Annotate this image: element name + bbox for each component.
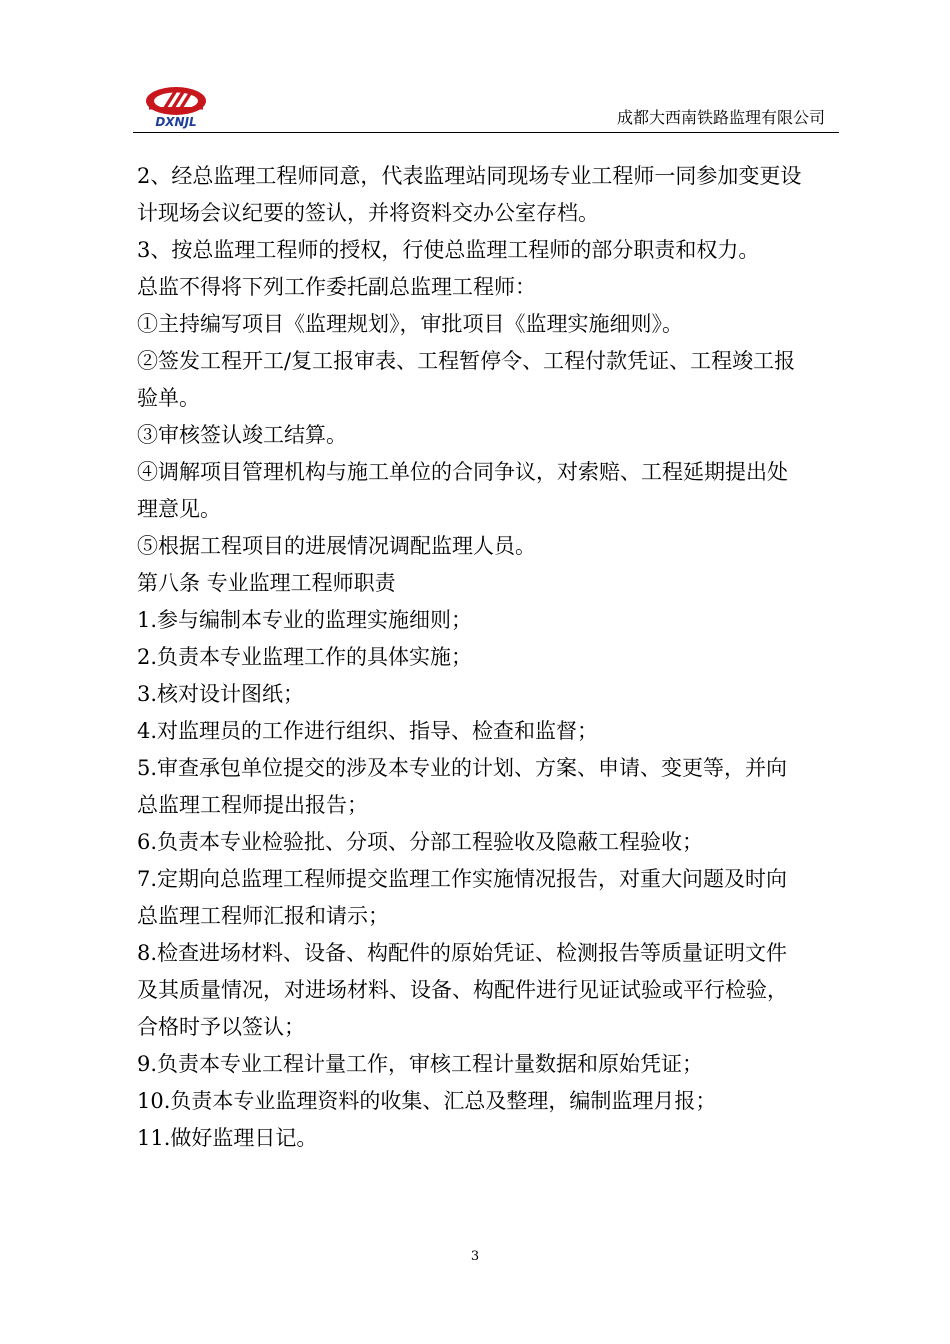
text-line: ①主持编写项目《监理规划》，审批项目《监理实施细则》。 xyxy=(137,312,683,336)
page-header xyxy=(133,84,839,134)
text-line: 11.做好监理日记。 xyxy=(137,1126,318,1150)
text-line: 验单。 xyxy=(137,386,200,410)
text-line: 2、经总监理工程师同意，代表监理站同现场专业工程师一同参加变更设 xyxy=(137,164,802,188)
text-line: 总监理工程师提出报告； xyxy=(137,793,368,817)
text-line: 5.审查承包单位提交的涉及本专业的计划、方案、申请、变更等，并向 xyxy=(137,756,788,780)
text-line: 3.核对设计图纸； xyxy=(137,682,305,706)
text-line: 及其质量情况，对进场材料、设备、构配件进行见证试验或平行检验， xyxy=(137,978,788,1002)
text-line: 8.检查进场材料、设备、构配件的原始凭证、检测报告等质量证明文件 xyxy=(137,941,788,965)
text-line: ⑤根据工程项目的进展情况调配监理人员。 xyxy=(137,534,536,558)
text-line: 3、按总监理工程师的授权，行使总监理工程师的部分职责和权力。 xyxy=(137,238,760,262)
text-line: 1.参与编制本专业的监理实施细则； xyxy=(137,608,473,632)
text-line: 理意见。 xyxy=(137,497,221,521)
section-heading: 第八条 专业监理工程师职责 xyxy=(137,571,396,595)
company-logo xyxy=(133,84,219,130)
page-number: 3 xyxy=(470,1249,480,1264)
text-line: 2.负责本专业监理工作的具体实施； xyxy=(137,645,473,669)
text-line: ③审核签认竣工结算。 xyxy=(137,423,347,447)
text-line: 总监不得将下列工作委托副总监理工程师： xyxy=(137,275,536,299)
company-name: 成都大西南铁路监理有限公司 xyxy=(616,108,825,127)
text-line: 合格时予以签认； xyxy=(137,1015,305,1039)
text-line: ④调解项目管理机构与施工单位的合同争议，对索赔、工程延期提出处 xyxy=(137,460,788,484)
text-line: ②签发工程开工/复工报审表、工程暂停令、工程付款凭证、工程竣工报 xyxy=(137,349,796,373)
text-line: 计现场会议纪要的签认，并将资料交办公室存档。 xyxy=(137,201,599,225)
document-body xyxy=(137,158,843,1157)
text-line: 7.定期向总监理工程师提交监理工作实施情况报告，对重大问题及时向 xyxy=(137,867,788,891)
text-line: 6.负责本专业检验批、分项、分部工程验收及隐蔽工程验收； xyxy=(137,830,704,854)
logo-text: DXNJL xyxy=(155,115,197,129)
text-line: 4.对监理员的工作进行组织、指导、检查和监督； xyxy=(137,719,599,743)
text-line: 9.负责本专业工程计量工作，审核工程计量数据和原始凭证； xyxy=(137,1052,704,1076)
header-divider xyxy=(133,132,839,133)
text-line: 10.负责本专业监理资料的收集、汇总及整理，编制监理月报； xyxy=(137,1089,717,1113)
text-line: 总监理工程师汇报和请示； xyxy=(137,904,389,928)
